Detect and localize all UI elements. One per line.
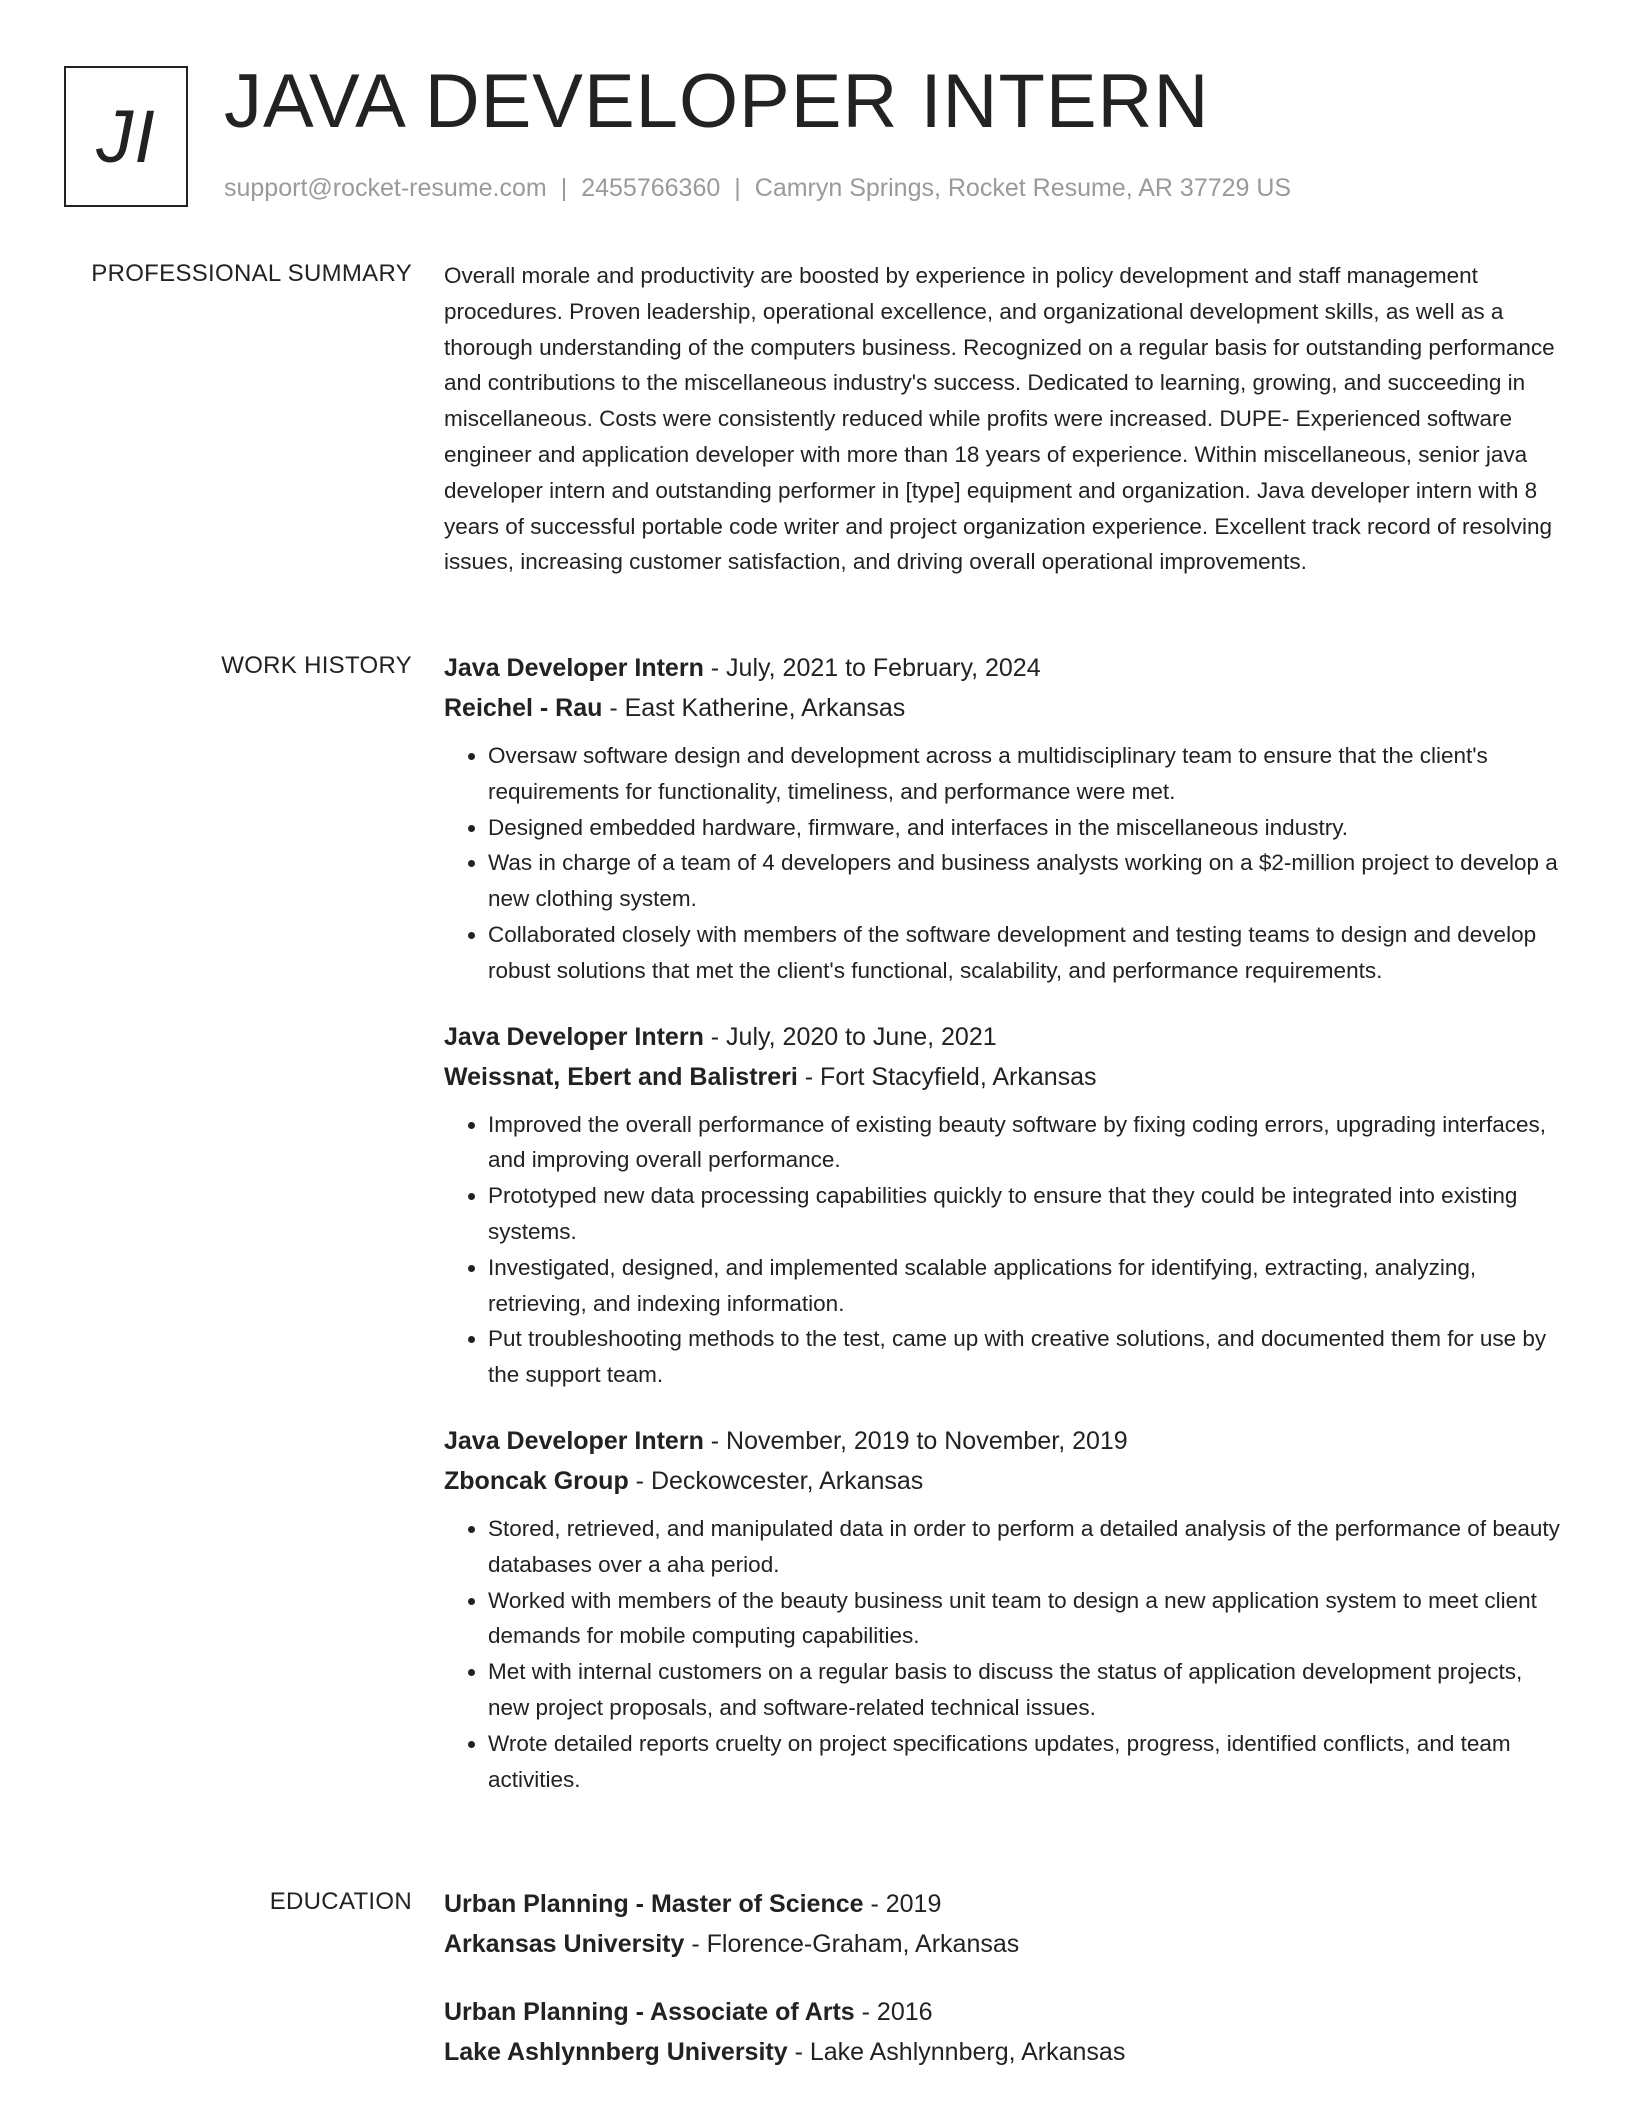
job-title: Java Developer Intern <box>444 1426 704 1455</box>
contact-separator: | <box>734 174 741 202</box>
contact-line <box>224 174 1291 203</box>
job-company-line <box>444 1461 1560 1501</box>
education-year: - 2019 <box>863 1890 942 1918</box>
resume-name: JAVA DEVELOPER INTERN <box>224 59 1210 144</box>
job-bullet: • Designed embedded hardware, firmware, and interfaces in the miscellaneous industry. <box>488 810 1560 846</box>
job-bullet: • Met with internal customers on a regular basis to discuss the status of application development projects, new project proposals, and software-related technical issues. <box>488 1654 1560 1726</box>
job-entry <box>444 648 1560 989</box>
job-bullet-list <box>444 1511 1560 1797</box>
job-company-line <box>444 1057 1560 1097</box>
contact-email[interactable]: support@rocket-resume.com <box>224 174 547 202</box>
work-history-body <box>444 648 1560 1825</box>
job-bullet: • Wrote detailed reports cruelty on project specifications updates, progress, identified conflicts, and team activities. <box>488 1726 1560 1798</box>
summary-body <box>444 258 1560 580</box>
education-label: EDUCATION <box>269 1888 412 1915</box>
job-bullet-list <box>444 738 1560 989</box>
education-location: - Lake Ashlynnberg, Arkansas <box>787 2038 1126 2066</box>
job-bullet: • Stored, retrieved, and manipulated data in order to perform a detailed analysis of the performance of beauty databases over a aha period. <box>488 1511 1560 1583</box>
education-body <box>444 1884 1560 2100</box>
job-bullet: • Prototyped new data processing capabilities quickly to ensure that they could be integrated into existing systems. <box>488 1178 1560 1250</box>
job-title: Java Developer Intern <box>444 654 704 682</box>
education-entry <box>444 1884 1560 1964</box>
job-bullet-list <box>444 1107 1560 1393</box>
education-school: Arkansas University <box>444 1930 685 1958</box>
work-history-label: WORK HISTORY <box>221 652 412 679</box>
education-degree: Urban Planning - Associate of Arts <box>444 1998 855 2026</box>
job-title-line <box>444 1017 1560 1057</box>
summary-text: Overall morale and productivity are boosted by experience in policy development and staff management procedures. Proven leadership, operational excellence, and organizational development skills, as well as a thorough understanding of the computers business. Recognized on a regular basis for outstanding performance and contributions to the miscellaneous industry's success. Dedicated to learning, growing, and succeeding in miscellaneous. Costs were consistently reduced while profits were increased. DUPE- Experienced software engineer and application developer with more than 18 years of experience. Within miscellaneous, senior java developer intern and outstanding performer in [type] equipment and organization. Java developer intern with 8 years of successful portable code writer and project organization experience. Excellent track record of resolving issues, increasing customer satisfaction, and driving overall operational improvements. <box>444 263 1555 575</box>
job-bullet: • Improved the overall performance of existing beauty software by fixing coding errors, upgrading interfaces, and improving overall performance. <box>488 1107 1560 1179</box>
education-degree-line <box>444 1884 1560 1924</box>
job-dates: - July, 2021 to February, 2024 <box>703 654 1041 682</box>
monogram-box: JI <box>64 66 188 207</box>
job-entry <box>444 1421 1560 1797</box>
job-bullet: • Oversaw software design and development across a multidisciplinary team to ensure that the client's requirements for functionality, timeliness, and performance were met. <box>488 738 1560 810</box>
job-entry <box>444 1017 1560 1393</box>
job-company: Zboncak Group <box>444 1466 629 1495</box>
education-degree-line <box>444 1992 1560 2032</box>
contact-phone[interactable]: 2455766360 <box>581 174 721 202</box>
job-bullet: • Worked with members of the beauty business unit team to design a new application system to meet client demands for mobile computing capabilities. <box>488 1583 1560 1655</box>
job-location: - Deckowcester, Arkansas <box>628 1466 924 1495</box>
education-school: Lake Ashlynnberg University <box>444 2038 788 2066</box>
job-location: - East Katherine, Arkansas <box>602 694 906 722</box>
job-bullet: • Put troubleshooting methods to the test, came up with creative solutions, and documented them for use by the support team. <box>488 1321 1560 1393</box>
job-company: Weissnat, Ebert and Balistreri <box>444 1062 798 1091</box>
job-company: Reichel - Rau <box>444 694 603 722</box>
job-title: Java Developer Intern <box>444 1022 704 1051</box>
job-bullet: • Collaborated closely with members of the software development and testing teams to design and develop robust solutions that met the client's functional, scalability, and performance requirements. <box>488 917 1560 989</box>
contact-separator: | <box>560 174 568 202</box>
education-school-line <box>444 2032 1560 2072</box>
education-school-line <box>444 1924 1560 1964</box>
job-location: - Fort Stacyfield, Arkansas <box>797 1062 1097 1091</box>
education-entry <box>444 1992 1560 2072</box>
job-bullet: • Investigated, designed, and implemented scalable applications for identifying, extracting, analyzing, retrieving, and indexing information. <box>488 1250 1560 1322</box>
job-bullet: • Was in charge of a team of 4 developers and business analysts working on a $2-million project to develop a new clothing system. <box>488 845 1560 917</box>
job-title-line <box>444 1421 1560 1461</box>
job-dates: - November, 2019 to November, 2019 <box>703 1426 1128 1455</box>
resume-header <box>64 59 1568 211</box>
summary-label: PROFESSIONAL SUMMARY <box>91 260 412 287</box>
job-title-line <box>444 648 1560 688</box>
education-location: - Florence-Graham, Arkansas <box>684 1930 1020 1958</box>
education-degree: Urban Planning - Master of Science <box>444 1890 864 1918</box>
job-dates: - July, 2020 to June, 2021 <box>703 1022 997 1051</box>
contact-address: Camryn Springs, Rocket Resume, AR 37729 US <box>754 174 1292 202</box>
education-year: - 2016 <box>854 1998 933 2026</box>
job-company-line <box>444 688 1560 728</box>
